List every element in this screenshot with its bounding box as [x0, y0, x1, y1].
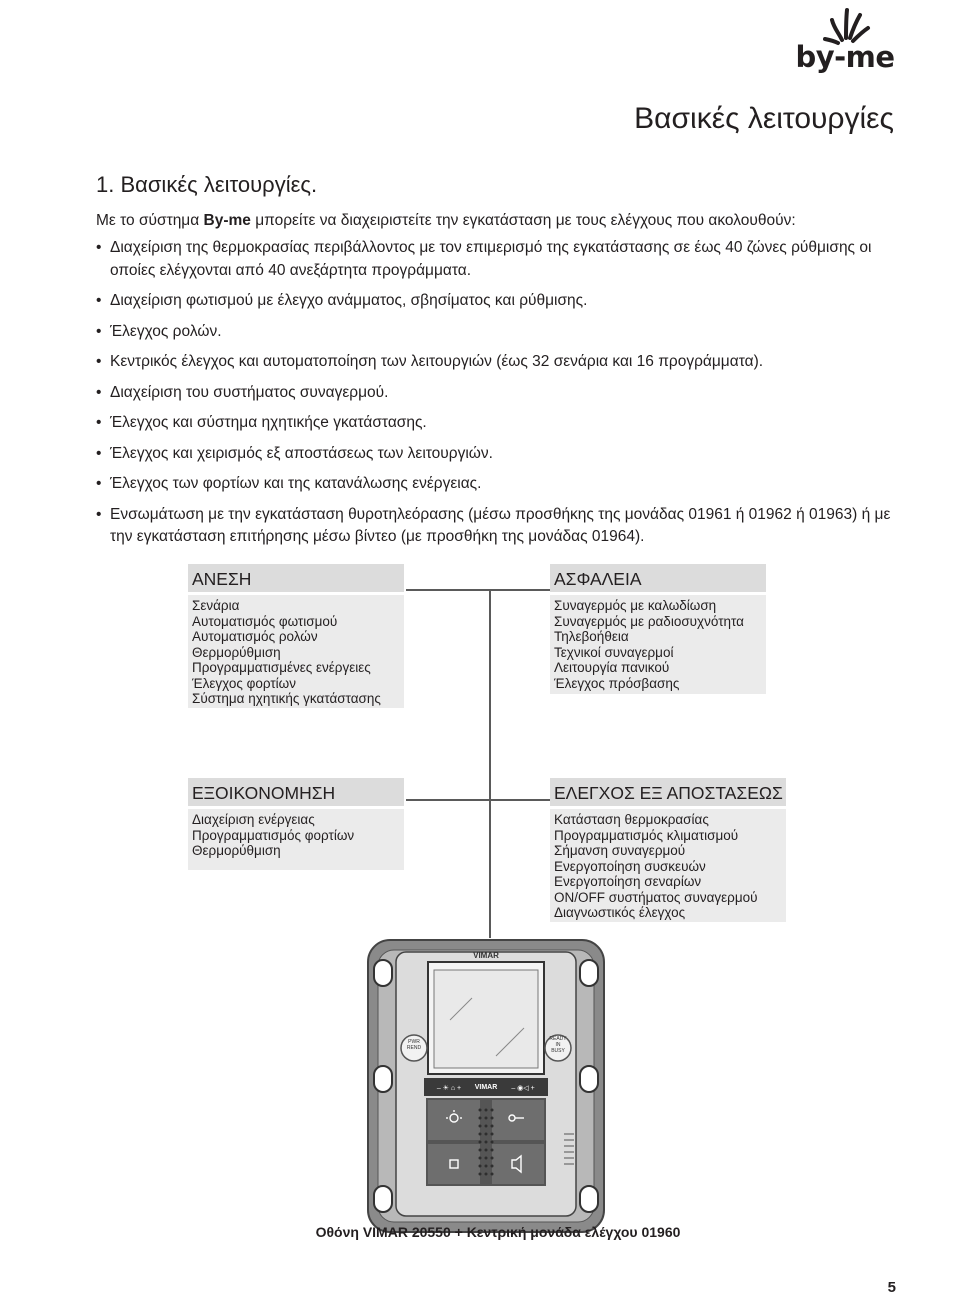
bullet-icon: • — [96, 475, 102, 492]
bullet-icon: • — [96, 505, 102, 523]
list-item: ON/OFF συστήματος συναγερμού — [554, 889, 758, 905]
bullet-icon: • — [96, 383, 102, 401]
list-item: Έλεγχος πρόσβασης — [554, 675, 680, 691]
list-item: Λειτουργία πανικού — [554, 660, 670, 675]
touch-screen-device — [366, 938, 606, 1234]
list-item: Προγραμματισμός κλιματισμού — [554, 827, 739, 843]
list-item-text: Έλεγχος και χειρισμός εξ αποστάσεως των λειτουργιών. — [110, 444, 493, 462]
page-number: 5 — [887, 1279, 896, 1296]
saving-title: ΕΞΟΙΚΟΝΟΜΗΣΗ — [188, 778, 404, 809]
device-left-button-label: PWR REND — [406, 1039, 422, 1051]
list-item: Ενεργοποίηση σεναρίων — [554, 874, 702, 889]
list-item-text: Έλεγχος των φορτίων και της κατανάλωσης ενέργειας. — [110, 475, 482, 492]
remote-control-items — [550, 809, 786, 927]
bullet-icon: • — [96, 353, 102, 370]
list-item-text: Διαχείριση φωτισμού με έλεγχο ανάμματος, σβησίματος και ρύθμισης. — [110, 292, 588, 309]
list-item: Θερμορύθμιση — [192, 644, 281, 660]
security-box — [550, 564, 766, 694]
list-item: Ενεργοποίηση συσκευών — [554, 858, 706, 874]
list-item: Προγραμματισμός φορτίων — [192, 827, 355, 843]
list-item: Τηλεβοήθεια — [554, 629, 629, 644]
device-left-controls: – ☀ ⌂ + — [436, 1085, 462, 1092]
list-item: Συναγερμός με ραδιοσυχνότητα — [554, 613, 744, 629]
intro-prefix: Με το σύστημα — [96, 212, 204, 229]
comfort-title: ΑΝΕΣΗ — [188, 564, 404, 595]
list-item: Σενάρια — [192, 598, 240, 613]
list-item-text: Διαχείριση της θερμοκρασίας περιβάλλοντος με τον επιμερισμό της εγκατάστασης σε έως 40 ζώνες ρύθμισης οι οποίες ελέγχονται από 40 ανεξάρτητα προγράμματα. — [110, 239, 872, 279]
device-brand-bottom: VIMAR — [474, 1084, 498, 1091]
bullet-icon: • — [96, 322, 102, 340]
security-items — [550, 595, 766, 697]
bullet-icon: • — [96, 414, 102, 431]
section-title: Βασικές λειτουργίες — [634, 102, 894, 135]
bullet-icon: • — [96, 292, 102, 309]
list-item: Αυτοματισμός φωτισμού — [192, 613, 338, 629]
remote-control-title: ΕΛΕΓΧΟΣ ΕΞ ΑΠΟΣΤΑΣΕΩΣ — [550, 778, 786, 809]
list-item: Τεχνικοί συναγερμοί — [554, 644, 674, 660]
list-item-text: Διαχείριση του συστήματος συναγερμού. — [110, 383, 389, 401]
list-item: Θερμορύθμιση — [192, 843, 281, 858]
list-item: Κατάσταση θερμοκρασίας — [554, 812, 709, 827]
list-item: Διαχείριση ενέργειας — [192, 812, 315, 827]
list-item: Σύστημα ηχητικής γκατάστασης — [192, 691, 381, 706]
list-item: Διαγνωστικός έλεγχος — [554, 905, 686, 920]
saving-box — [188, 778, 404, 870]
list-item: Συναγερμός με καλωδίωση — [554, 598, 717, 613]
figure-caption: Οθόνη VIMAR 20550 + Κεντρική μονάδα ελέγχου 01960 — [315, 1224, 681, 1240]
list-item-text: Ενσωμάτωση με την εγκατάσταση θυροτηλεόρασης (μέσω προσθήκης της μονάδας 01961 ή 01962 ή 01963) ή με την εγκατάσταση επιτήρησης μέσω βίντεο (με προσθήκη της μονάδας 01964). — [110, 505, 891, 545]
list-item: Αυτοματισμός ρολών — [192, 629, 318, 644]
list-item-text: Έλεγχος ρολών. — [110, 322, 222, 340]
list-item-text: Έλεγχος και σύστημα ηχητικήςe γκατάστασης. — [110, 414, 427, 431]
device-brand-top: VIMAR — [473, 951, 499, 960]
comfort-items — [188, 595, 404, 713]
bullet-icon: • — [96, 239, 102, 256]
security-title: ΑΣΦΑΛΕΙΑ — [550, 564, 766, 595]
bullet-icon: • — [96, 444, 102, 462]
list-item: Έλεγχος φορτίων — [192, 675, 296, 691]
list-item: Σήμανση συναγερμού — [554, 843, 686, 858]
remote-control-box — [550, 778, 786, 922]
comfort-box — [188, 564, 404, 708]
brand-name: By-me — [203, 212, 251, 229]
device-right-controls: – ◉◁ + — [511, 1085, 535, 1092]
saving-items — [188, 809, 404, 865]
chapter-title: 1. Βασικές λειτουργίες. — [96, 172, 318, 197]
logo-text: by-me — [795, 40, 895, 74]
list-item: Προγραμματισμένες ενέργειες — [192, 660, 371, 675]
device-right-button-label: READY IN BUSY — [549, 1036, 567, 1054]
list-item-text: Κεντρικός έλεγχος και αυτοματοποίηση των λειτουργιών (έως 32 σενάρια και 16 προγράμματα). — [110, 353, 764, 370]
intro-suffix: μπορείτε να διαχειριστείτε την εγκατάσταση με τους ελέγχους που ακολουθούν: — [250, 212, 796, 229]
